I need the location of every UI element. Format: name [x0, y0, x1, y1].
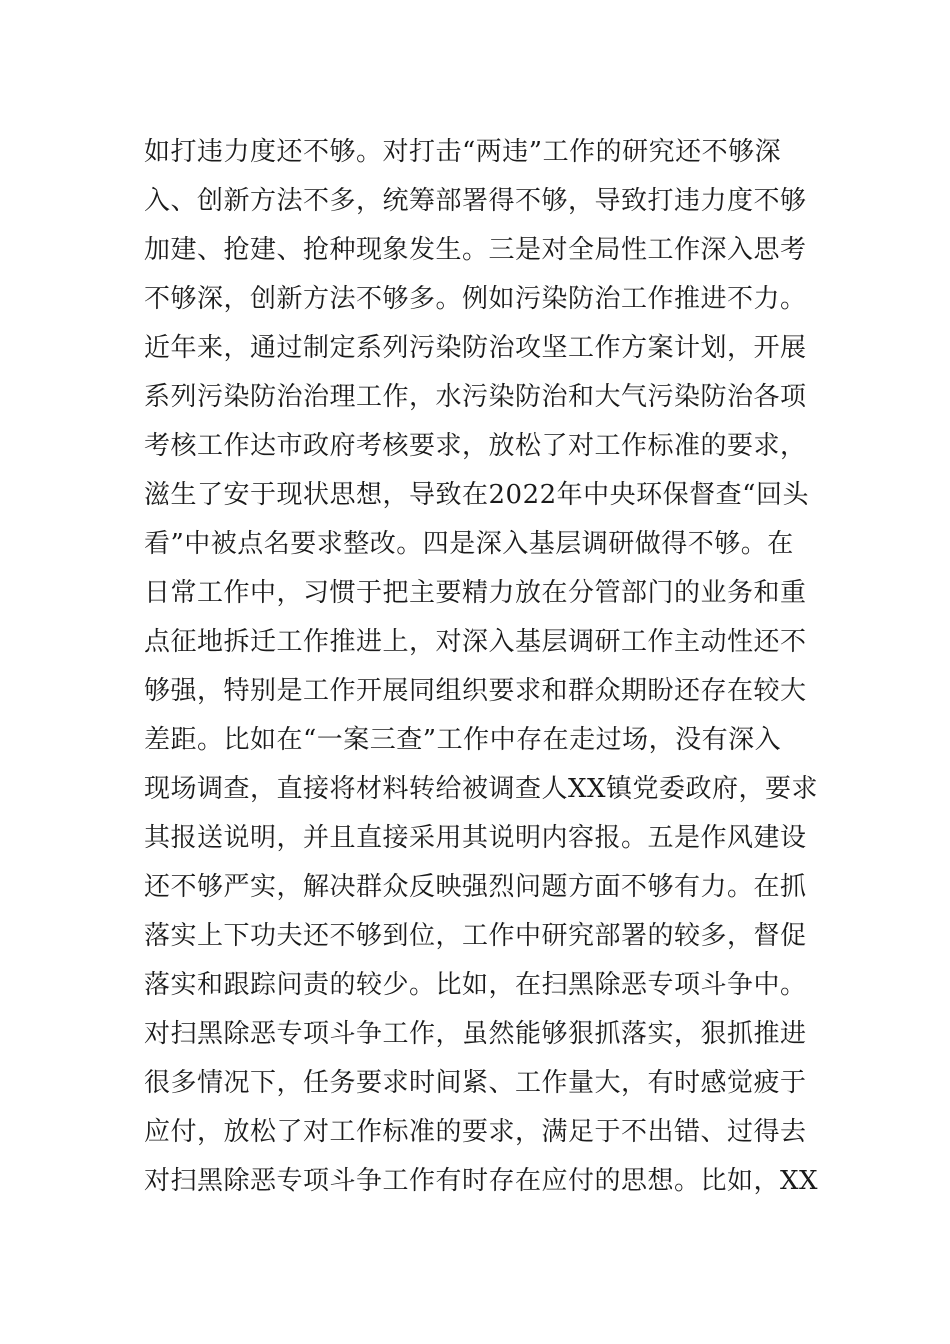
text-line: 看”中被点名要求整改。四是深入基层调研做得不够。在: [144, 529, 794, 559]
text-line: 够强，特别是工作开展同组织要求和群众期盼还存在较大: [144, 676, 807, 706]
text-line: 很多情况下，任务要求时间紧、工作量大，有时感觉疲于: [144, 1068, 807, 1098]
text-line: 对扫黑除恶专项斗争工作，虽然能够狠抓落实，狠抓推进: [144, 1019, 807, 1049]
text-line: 现场调查，直接将材料转给被调查人XX镇党委政府，要求: [144, 774, 819, 804]
text-line: 考核工作达市政府考核要求，放松了对工作标准的要求，: [144, 431, 807, 461]
text-line: 其报送说明，并且直接采用其说明内容报。五是作风建设: [144, 823, 807, 853]
text-line: 落实上下功夫还不够到位，工作中研究部署的较多，督促: [144, 921, 807, 951]
text-line: 日常工作中，习惯于把主要精力放在分管部门的业务和重: [144, 578, 807, 608]
text-line: 应付，放松了对工作标准的要求，满足于不出错、过得去: [144, 1117, 807, 1147]
text-line: 对扫黑除恶专项斗争工作有时存在应付的思想。比如，XX: [144, 1166, 819, 1196]
text-line: 入、创新方法不多，统筹部署得不够，导致打违力度不够: [144, 186, 807, 216]
body-text: [144, 128, 819, 1206]
text-line: 系列污染防治治理工作，水污染防治和大气污染防治各项: [144, 382, 807, 412]
text-line: 点征地拆迁工作推进上，对深入基层调研工作主动性还不: [144, 627, 807, 657]
text-line: 落实和跟踪问责的较少。比如，在扫黑除恶专项斗争中。: [144, 970, 807, 1000]
text-line: 滋生了安于现状思想，导致在2022年中央环保督查“回头: [144, 480, 809, 510]
text-line: 如打违力度还不够。对打击“两违”工作的研究还不够深: [144, 137, 782, 167]
text-line: 还不够严实，解决群众反映强烈问题方面不够有力。在抓: [144, 872, 807, 902]
text-line: 差距。比如在“一案三查”工作中存在走过场，没有深入: [144, 725, 782, 755]
text-line: 加建、抢建、抢种现象发生。三是对全局性工作深入思考: [144, 235, 807, 265]
text-line: 近年来，通过制定系列污染防治攻坚工作方案计划，开展: [144, 333, 807, 363]
text-line: 不够深，创新方法不够多。例如污染防治工作推进不力。: [144, 284, 807, 314]
